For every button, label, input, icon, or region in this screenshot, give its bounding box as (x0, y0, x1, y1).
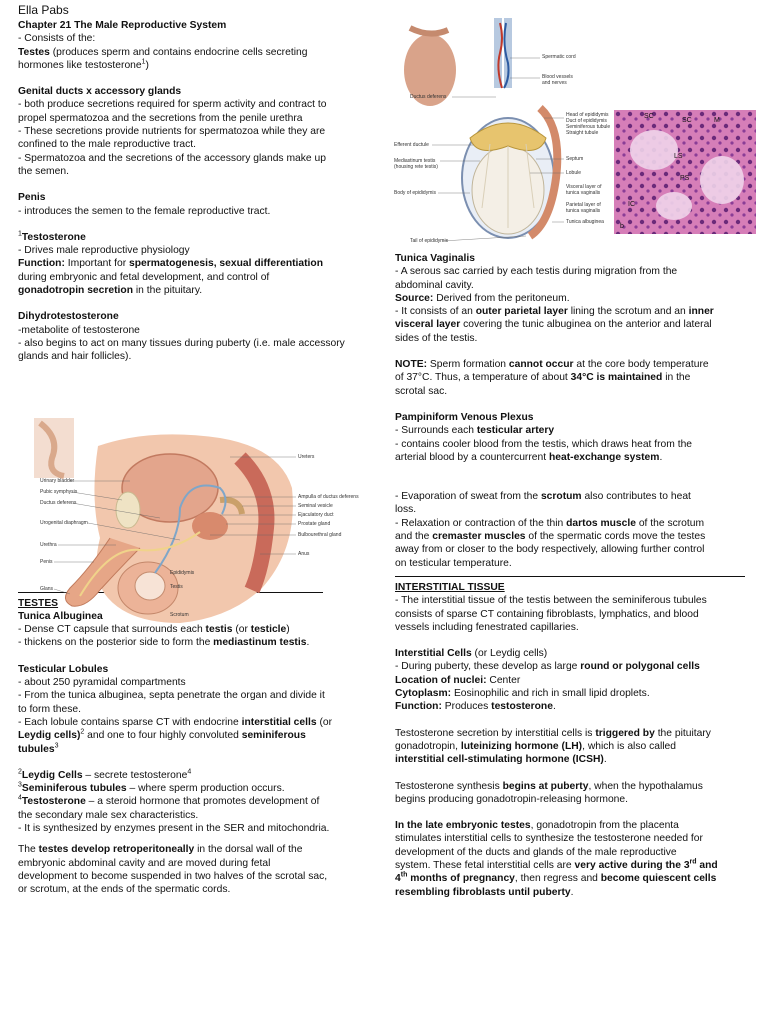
label-housing: (housing rete testis) (394, 164, 438, 170)
leydig-line: - During puberty, these develop as large round or polygonal cells (395, 661, 700, 673)
genital-line: - Spermatozoa and the secretions of the accessory glands make up (18, 152, 326, 164)
vaginalis-line: - It consists of an outer parietal layer lining the scrotum and an inner (395, 306, 714, 318)
vaginalis-line: - A serous sac carried by each testis during migration from the (395, 266, 678, 278)
micro-label-m: M (714, 117, 720, 124)
testosterone-line: - Drives male reproductive physiology (18, 245, 190, 257)
lobules-line: to form these. (18, 703, 81, 715)
label-glans: Glans (40, 586, 54, 592)
embryonic-line: stimulates interstitial cells to synthesize the testosterone needed for (395, 833, 703, 845)
micro-label-b: b (620, 223, 624, 230)
embryonic-line: resembling fibroblasts until puberty. (395, 886, 574, 898)
interstitial-line: vessels including fenestrated capillaries. (395, 621, 579, 633)
chapter-title: Chapter 21 The Male Reproductive System (18, 20, 227, 31)
note-line: of 37°C. Thus, a temperature of about 34°C is maintained in the (395, 372, 691, 384)
label-pubic-symphysis: Pubic symphysis (40, 489, 78, 495)
footnote-4: $^4$Testosterone – a steroid hormone that promotes development of (18, 794, 320, 808)
note-line: scrotal sac. (395, 385, 448, 397)
label-ductus-deferens: Ductus deferens (40, 500, 77, 506)
secretion-line: Testosterone secretion by interstitial cells is triggered by the pituitary (395, 727, 711, 739)
label-anus: Anus (298, 551, 310, 557)
embryonic-line: system. These fetal interstitial cells are very active during the 3rd and (395, 858, 718, 871)
author-name: Ella Pabs (18, 3, 69, 17)
vaginalis-line: visceral layer covering the tunic albuginea on the anterior and lateral (395, 319, 712, 331)
testosterone-line: gonadotropin secretion in the pituitary. (18, 285, 203, 297)
label-urogenital-diaphragm: Urogenital diaphragm (40, 520, 88, 526)
label-parietal-2: tunica vaginalis (566, 208, 601, 214)
micrograph-figure (614, 110, 756, 234)
label-penis: Penis (40, 559, 53, 565)
label-seminal-vesicle: Seminal vesicle (298, 503, 333, 509)
footnote-4-cont: the secondary male sex characteristics. (18, 809, 199, 821)
embryonic-line: In the late embryonic testes, gonadotropin from the placenta (395, 820, 679, 832)
footnote-3: $^3$Seminiferous tubules – where sperm production occurs. (18, 781, 285, 795)
testis-figure (390, 18, 620, 248)
label-visceral-2: tunica vaginalis (566, 190, 601, 196)
dht-line: - also begins to act on many tissues during puberty (i.e. male accessory (18, 337, 345, 349)
evap-line: - Relaxation or contraction of the thin dartos muscle of the scrotum (395, 517, 705, 529)
leydig-location: Location of nuclei: Center (395, 674, 521, 686)
micro-label-sc: SC (682, 117, 692, 124)
label-bulbourethral-gland: Bulbourethral gland (298, 532, 342, 538)
plexus-line: arterial blood by a countercurrent heat-exchange system. (395, 451, 663, 463)
dht-line: -metabolite of testosterone (18, 324, 140, 336)
interstitial-line: consists of sparse CT containing fibroblasts, lymphatics, and blood (395, 608, 699, 620)
synthesis-line: begins producing gonadotropin-releasing hormone. (395, 793, 628, 805)
label-lobule: Lobule (566, 170, 582, 176)
vaginalis-line: sides of the testis. (395, 332, 478, 344)
embryonic-line: development of the ducts and glands of the male reproductive (395, 846, 677, 858)
label-blood-vessels: Blood vessels (542, 74, 573, 80)
label-seminiferous-tubule: Seminiferous tubule (566, 124, 611, 130)
section-divider (395, 576, 745, 577)
genital-line: - both produce secretions required for sperm activity and contract to (18, 99, 327, 111)
plexus-heading: Pampiniform Venous Plexus (395, 411, 534, 423)
footnote-4-cont: - It is synthesized by enzymes present in the SER and mitochondria. (18, 822, 330, 834)
label-body-epididymis: Body of epididymis (394, 190, 436, 196)
albuginea-line: - thickens on the posterior side to form the mediastinum testis. (18, 637, 310, 649)
label-septum: Septum (566, 156, 584, 162)
genital-heading: Genital ducts x accessory glands (18, 86, 182, 98)
leydig-function: Function: Produces testosterone. (395, 701, 556, 713)
intro-testes-cont: hormones like testosterone$^1$) (18, 58, 149, 71)
embryonic-line: 4th months of pregnancy, then regress and become quiescent cells (395, 871, 717, 885)
penis-line: - introduces the semen to the female reproductive tract. (18, 205, 271, 217)
pelvis-figure (30, 418, 360, 628)
label-tail-epididymis: Tail of epididymis (410, 238, 449, 244)
label-spermatic-cord: Spermatic cord (542, 54, 576, 60)
micro-label-ps: PS (680, 175, 690, 182)
testosterone-line: during embryonic and fetal development, and control of (18, 271, 270, 283)
retro-line: development to become suspended in two halves of the scrotal sac, (18, 870, 328, 882)
label-urinary-bladder: Urinary bladder (40, 478, 75, 484)
vaginalis-heading: Tunica Vaginalis (395, 253, 475, 264)
lobules-line: - From the tunica albuginea, septa penetrate the organ and divide it (18, 690, 325, 702)
albuginea-heading: Tunica Albuginea (18, 610, 103, 622)
evap-line: and the cremaster muscles of the spermatic cords move the testes (395, 531, 706, 543)
evap-line: loss. (395, 504, 417, 516)
secretion-line: interstitial cell-stimulating hormone (ICSH). (395, 754, 607, 766)
testosterone-function: Function: Important for spermatogenesis, sexual differentiation (18, 258, 323, 270)
label-straight-tubule: Straight tubule (566, 130, 599, 136)
genital-line: the semen. (18, 165, 69, 177)
evap-line: - Evaporation of sweat from the scrotum also contributes to heat (395, 491, 691, 503)
label-mediastinum: Mediastinum testis (394, 158, 436, 164)
label-epididymis: Epididymis (170, 570, 195, 576)
label-scrotum: Scrotum (170, 612, 189, 618)
penis-heading: Penis (18, 192, 46, 204)
lobules-line: - Each lobule contains sparse CT with endocrine interstitial cells (or (18, 716, 333, 728)
lobules-line: - about 250 pyramidal compartments (18, 677, 186, 689)
label-ductus-deferens: Ductus deferens (410, 94, 447, 100)
micro-label-ls: LS (674, 153, 683, 160)
vaginalis-line: abdominal cavity. (395, 279, 474, 291)
plexus-line: - Surrounds each testicular artery (395, 425, 555, 437)
evap-line: away from or closer to the body respectively, allowing further control (395, 544, 705, 556)
synthesis-line: Testosterone synthesis begins at puberty, when the hypothalamus (395, 780, 703, 792)
secretion-line: gonadotropin, luteinizing hormone (LH), which is also called (395, 740, 676, 752)
footnote-2: $^2$Leydig Cells – secrete testosterone$^4$ (18, 768, 192, 781)
label-and-nerves: and nerves (542, 80, 567, 86)
right-column (395, 252, 755, 899)
vaginalis-source: Source: Derived from the peritoneum. (395, 292, 570, 304)
genital-line: propel spermatozoa and the secretions from the penile urethra (18, 112, 303, 124)
albuginea-line: - Dense CT capsule that surrounds each testis (or testicle) (18, 624, 290, 636)
micro-label-ic: IC (628, 201, 635, 208)
plexus-line: - contains cooler blood from the testis, which draws heat from the (395, 438, 693, 450)
label-ampulla: Ampulla of ductus deferens (298, 494, 359, 500)
retro-line: The testes develop retroperitoneally in the dorsal wall of the (18, 844, 303, 856)
dht-heading: Dihydrotestosterone (18, 311, 119, 323)
retro-line: embryonic abdominal cavity and are moved during fetal (18, 857, 271, 869)
label-efferent-ductule: Efferent ductule (394, 142, 429, 148)
evap-line: on testicular temperature. (395, 557, 512, 569)
testes-heading: TESTES (18, 597, 59, 609)
label-testis: Testis (170, 584, 183, 590)
leydig-heading: Interstitial Cells (or Leydig cells) (395, 648, 548, 660)
label-duct-epididymis: Duct of epididymis (566, 118, 607, 124)
genital-line: - These secretions provide nutrients for spermatozoa while they are (18, 126, 326, 138)
leydig-cytoplasm: Cytoplasm: Eosinophilic and rich in small lipid droplets. (395, 688, 650, 700)
interstitial-heading: INTERSTITIAL TISSUE (395, 581, 505, 593)
note-line: NOTE: Sperm formation cannot occur at the core body temperature (395, 359, 709, 371)
genital-line: confined to the male reproductive tract. (18, 139, 197, 151)
interstitial-line: - The interstitial tissue of the testis between the seminiferous tubules (395, 595, 707, 607)
label-ureters: Ureters (298, 454, 315, 460)
label-ejaculatory-duct: Ejaculatory duct (298, 512, 334, 518)
label-prostate-gland: Prostate gland (298, 521, 331, 527)
dht-line: glands and hair follicles). (18, 351, 132, 363)
intro-testes: Testes (produces sperm and contains endocrine cells secreting (18, 46, 308, 58)
label-tunica-albuginea: Tunica albuginea (566, 219, 604, 225)
label-urethra: Urethra (40, 542, 57, 548)
retro-line: or scrotum, at the ends of the spermatic cords. (18, 884, 231, 896)
intro-line: - Consists of the: (18, 33, 96, 45)
lobules-heading: Testicular Lobules (18, 663, 109, 675)
testosterone-heading: $^1$Testosterone (18, 230, 86, 243)
micro-label-sc: SC (644, 113, 654, 120)
lobules-line: Leydig cells)$^2$ and one to four highly convoluted seminiferous (18, 728, 306, 742)
label-head-epididymis: Head of epididymis (566, 112, 609, 118)
label-visceral-1: Visceral layer of (566, 184, 602, 190)
lobules-line: tubules$^3$ (18, 742, 59, 755)
label-parietal-1: Parietal layer of (566, 202, 601, 208)
